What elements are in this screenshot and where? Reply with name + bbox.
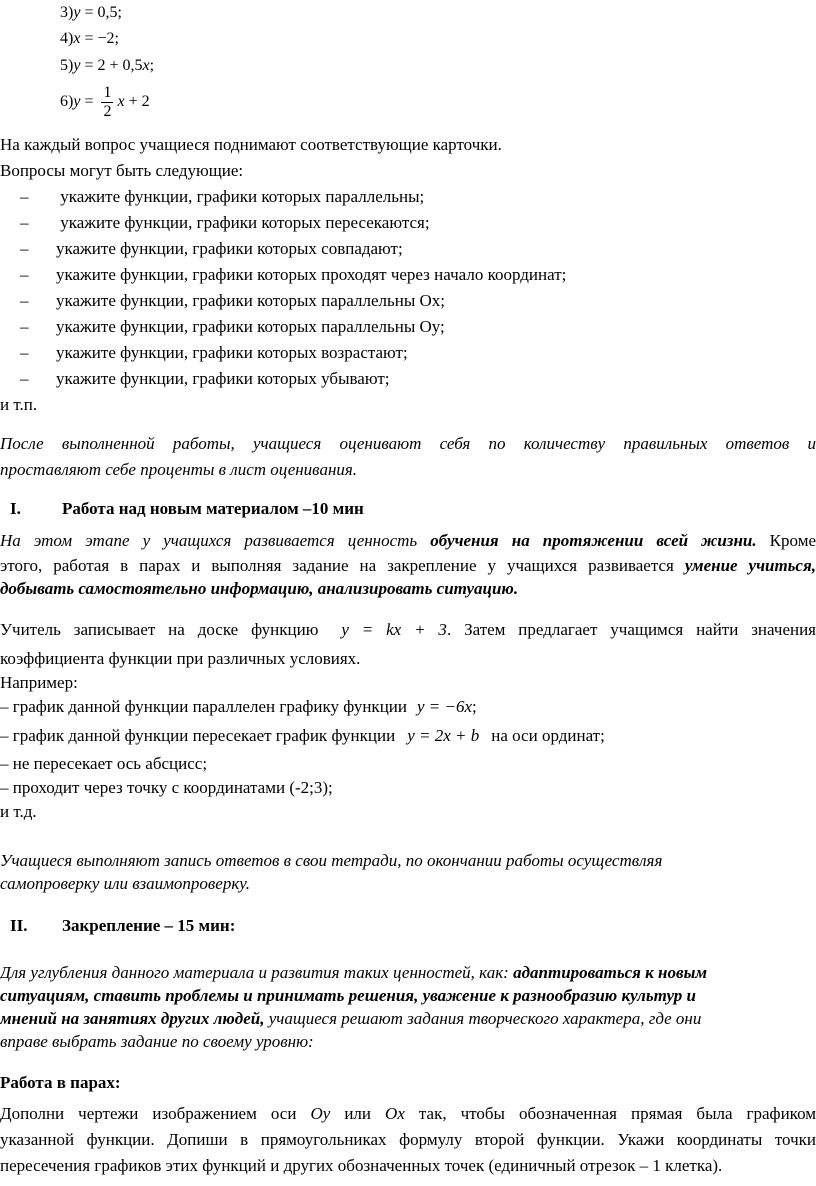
students-line-1: Учащиеся выполняют запись ответов в свои тетради, по окончании работы осуществляя	[0, 851, 663, 870]
text-run: на оси ординат;	[491, 726, 605, 745]
list-item-text: укажите функции, графики которых совпадают;	[56, 239, 403, 258]
text-run: или	[330, 1104, 386, 1123]
text-run: Для углубления данного материала и развития таких ценностей, как:	[0, 963, 514, 982]
formula-expression: + 2	[124, 93, 150, 111]
formula-variable: y	[73, 93, 81, 111]
formula-expression: = 2 + 0,5	[80, 57, 143, 74]
formula-variable: x	[142, 57, 150, 74]
text-run-emphasis: мнений на занятиях других людей,	[0, 1009, 265, 1028]
condition-4: – проходит через точку с координатами (-2;3);	[0, 778, 333, 797]
list-item-text: укажите функции, графики которых параллельны;	[56, 187, 425, 206]
dash-bullet: –	[20, 291, 29, 310]
list-item-text: укажите функции, графики которых параллельны Оу;	[56, 317, 445, 336]
fraction	[101, 84, 113, 121]
section-2-heading	[10, 913, 235, 939]
text-run: так, чтобы обозначенная прямая была графиком	[404, 1104, 816, 1123]
formula-variable: y	[73, 4, 81, 21]
section-number: I.	[10, 499, 21, 518]
text-run: – график данной функции параллелен графику функции	[0, 697, 407, 716]
formula-inline: y = −6x	[417, 697, 473, 716]
intro-line-1: На каждый вопрос учащиеся поднимают соответствующие карточки.	[0, 135, 502, 154]
text-run-emphasis: умение учиться,	[684, 556, 816, 575]
formula-6	[60, 84, 150, 121]
text-run: Дополни чертежи изображением оси	[0, 1104, 311, 1123]
list-item-text: укажите функции, графики которых проходят через начало координат;	[56, 265, 567, 284]
formula-variable: y	[73, 57, 81, 74]
text-run: учащиеся решают задания творческого характера, где они	[264, 1009, 702, 1028]
list-item-text: укажите функции, графики которых убывают;	[56, 369, 390, 388]
dash-bullet: –	[20, 317, 29, 336]
students-line-2: самопроверку или взаимопроверку.	[0, 874, 251, 893]
section-2-paragraph-line-2: ситуациям, ставить проблемы и принимать решения, уважение к разнообразию культур и	[0, 986, 696, 1005]
section-title: Работа над новым материалом –10 мин	[62, 499, 364, 518]
formula-expression: = −2;	[80, 30, 119, 47]
text-run: . Затем предлагает учащимся найти значения	[446, 620, 816, 639]
list-item	[20, 236, 403, 262]
text-run: Кроме	[756, 531, 816, 550]
teacher-line-1	[0, 617, 816, 643]
pairs-work-title: Работа в парах:	[0, 1073, 121, 1092]
fraction-numerator: 1	[103, 84, 112, 101]
dash-bullet: –	[20, 239, 29, 258]
list-item	[20, 314, 445, 340]
etc-text: и т.п.	[0, 395, 38, 414]
condition-1	[0, 694, 477, 720]
intro-line-2: Вопросы могут быть следующие:	[0, 161, 244, 180]
formula-equals: =	[80, 93, 98, 111]
formula-punct: ;	[149, 57, 155, 74]
formula-5	[60, 53, 154, 79]
formula-4	[60, 26, 119, 52]
task-line-1	[0, 1101, 816, 1127]
formula-variable: x	[117, 93, 125, 111]
text-run: ;	[472, 697, 477, 716]
task-line-3: пересечения графиков этих функций и других обозначенных точек (единичный отрезок – 1 клетка).	[0, 1156, 723, 1175]
list-item	[20, 184, 424, 210]
list-item	[20, 366, 389, 392]
formula-inline: y = kx + 3	[341, 620, 447, 639]
section-title: Закрепление – 15 мин:	[62, 916, 236, 935]
etc-text-2: и т.д.	[0, 802, 37, 821]
list-item	[20, 210, 430, 236]
text-run: – график данной функции пересекает график функции	[0, 726, 396, 745]
section-2-paragraph-line-4: вправе выбрать задание по своему уровню:	[0, 1032, 314, 1051]
formula-number: 6)	[60, 93, 74, 111]
formula-number: 5)	[60, 57, 74, 74]
formula-inline: y = 2x + b	[407, 726, 480, 745]
formula-expression: = 0,5;	[80, 4, 122, 21]
axis-label: Оу	[310, 1104, 331, 1123]
after-work-line-1: После выполненной работы, учащиеся оценивают себя по количеству правильных ответов и	[0, 434, 816, 453]
text-run-emphasis: адаптироваться к новым	[513, 963, 708, 982]
section-1-paragraph-line-3: добывать самостоятельно информацию, анализировать ситуацию.	[0, 579, 519, 598]
formula-number: 4)	[60, 30, 74, 47]
section-number: II.	[10, 916, 28, 935]
list-item	[20, 340, 408, 366]
list-item-text: укажите функции, графики которых пересекаются;	[56, 213, 430, 232]
fraction-denominator: 2	[103, 103, 112, 120]
text-run: На этом этапе у учащихся развивается ценность	[0, 531, 431, 550]
formula-number: 3)	[60, 4, 74, 21]
example-label: Например:	[0, 673, 78, 692]
list-item-text: укажите функции, графики которых возрастают;	[56, 343, 408, 362]
formula-3	[60, 0, 122, 26]
formula-variable: x	[73, 30, 81, 47]
after-work-line-2: проставляют себе проценты в лист оценивания.	[0, 460, 358, 479]
list-item	[20, 288, 445, 314]
dash-bullet: –	[20, 265, 29, 284]
axis-label: Ох	[385, 1104, 405, 1123]
text-run: этого, работая в парах и выполняя задание на закрепление у учащихся развивается	[0, 556, 685, 575]
section-1-paragraph-line-1	[0, 528, 816, 554]
condition-3: – не пересекает ось абсцисс;	[0, 754, 208, 773]
list-item	[20, 262, 566, 288]
text-run: Учитель записывает на доске функцию	[0, 620, 319, 639]
text-run-emphasis: обучения на протяжении всей жизни.	[430, 531, 757, 550]
dash-bullet: –	[20, 187, 29, 206]
dash-bullet: –	[20, 213, 29, 232]
condition-2	[0, 723, 605, 749]
task-line-2: указанной функции. Допиши в прямоугольниках формулу второй функции. Укажи координаты точки	[0, 1130, 816, 1149]
dash-bullet: –	[20, 343, 29, 362]
section-1-heading	[10, 496, 364, 522]
dash-bullet: –	[20, 369, 29, 388]
teacher-line-2: коэффициента функции при различных условиях.	[0, 649, 361, 668]
list-item-text: укажите функции, графики которых параллельны Ох;	[56, 291, 445, 310]
